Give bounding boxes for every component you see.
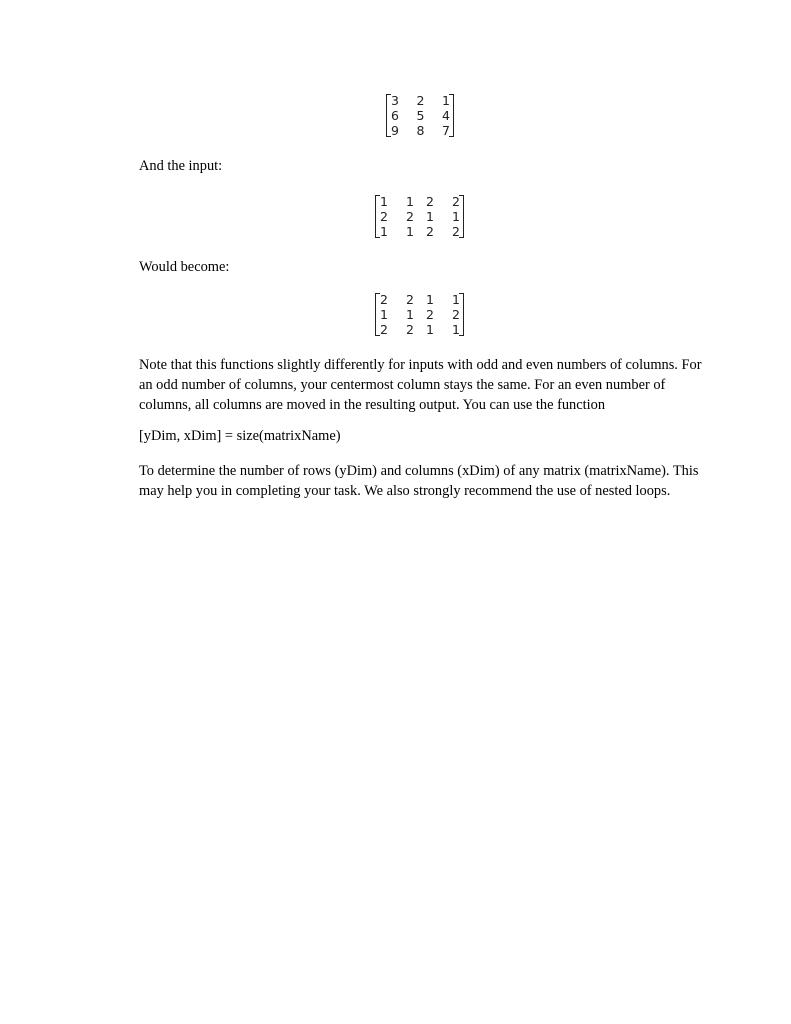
left-bracket <box>375 195 380 238</box>
note-paragraph: Note that this functions slightly differently for inputs with odd and even numbers of columns. For an odd number of columns, your centermost column stays the same. For an even number of columns, all columns are moved in the resulting output. You can use the function <box>139 357 702 413</box>
right-bracket <box>459 195 464 238</box>
left-bracket <box>375 293 380 336</box>
matrix-cell: 2 <box>426 224 434 239</box>
matrix-input <box>375 194 464 239</box>
matrix-cell: 8 <box>416 123 425 138</box>
matrix-cell: 1 <box>442 93 450 108</box>
matrix-cell: 1 <box>380 194 388 209</box>
matrix-cell: 2 <box>452 194 460 209</box>
matrix-row <box>391 108 450 123</box>
matrix-input-table <box>380 194 460 239</box>
matrix-row <box>380 194 460 209</box>
matrix-row <box>380 292 460 307</box>
matrix-original <box>386 93 454 138</box>
matrix-cell: 2 <box>416 93 425 108</box>
matrix-cell: 1 <box>406 224 414 239</box>
matrix-cell: 3 <box>391 93 399 108</box>
matrix-cell: 2 <box>426 194 434 209</box>
matrix-cell: 1 <box>452 292 460 307</box>
matrix-cell: 1 <box>380 307 388 322</box>
matrix-cell: 1 <box>426 292 434 307</box>
matrix-cell: 2 <box>406 292 414 307</box>
matrix-cell: 2 <box>406 322 414 337</box>
matrix-cell: 1 <box>452 209 460 224</box>
matrix-cell: 2 <box>406 209 414 224</box>
matrix-row <box>391 123 450 138</box>
matrix-cell: 2 <box>380 292 388 307</box>
determine-paragraph: To determine the number of rows (yDim) and columns (xDim) of any matrix (matrixName). This may help you in completing your task. We also strongly recommend the use of nested loops. <box>139 463 699 499</box>
matrix-cell: 1 <box>380 224 388 239</box>
matrix-cell: 1 <box>426 209 434 224</box>
matrix-row <box>380 224 460 239</box>
code-line: [yDim, xDim] = size(matrixName) <box>139 428 341 444</box>
matrix-row <box>380 209 460 224</box>
matrix-cell: 4 <box>442 108 450 123</box>
matrix-row <box>391 93 450 108</box>
matrix-cell: 5 <box>416 108 425 123</box>
matrix-cell: 6 <box>391 108 399 123</box>
matrix-cell: 1 <box>452 322 460 337</box>
matrix-output <box>375 292 464 337</box>
matrix-cell: 2 <box>380 322 388 337</box>
matrix-original-table <box>391 93 450 138</box>
matrix-cell: 9 <box>391 123 399 138</box>
input-label: And the input: <box>139 158 223 174</box>
matrix-cell: 1 <box>406 194 414 209</box>
matrix-output-table <box>380 292 460 337</box>
matrix-row <box>380 322 460 337</box>
matrix-cell: 1 <box>406 307 414 322</box>
matrix-cell: 2 <box>452 307 460 322</box>
matrix-cell: 2 <box>380 209 388 224</box>
matrix-cell: 2 <box>426 307 434 322</box>
right-bracket <box>449 94 454 137</box>
matrix-cell: 2 <box>452 224 460 239</box>
matrix-cell: 1 <box>426 322 434 337</box>
matrix-row <box>380 307 460 322</box>
right-bracket <box>459 293 464 336</box>
become-label: Would become: <box>139 259 230 275</box>
matrix-cell: 7 <box>442 123 450 138</box>
left-bracket <box>386 94 391 137</box>
